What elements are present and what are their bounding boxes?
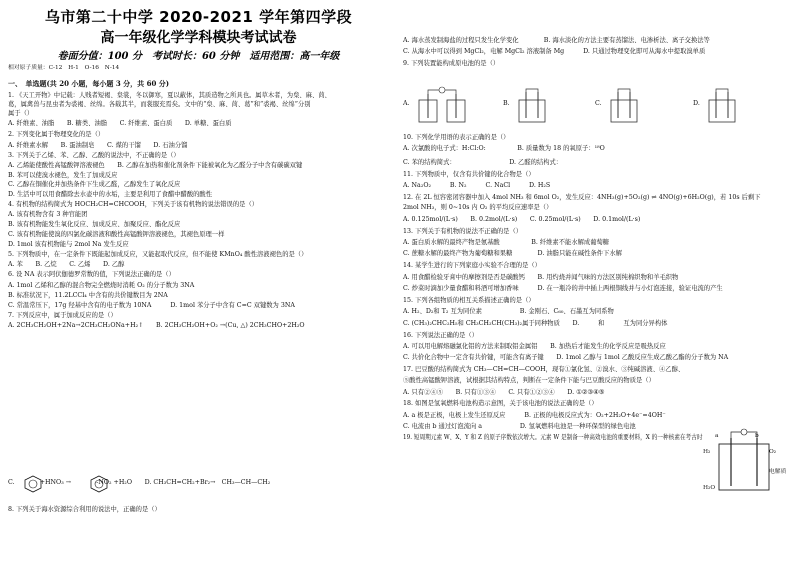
question-line: 14. 某学生进行的下列家庭小实验不合理的是（） <box>403 262 541 269</box>
question-line: C. +HNO₃ → -NO₂ +H₂O D. CH₃CH=CH₂+Br₂→ CH₃—CH—CH₂ <box>8 479 271 486</box>
question-line: 6. 设 NA 表示阿伏伽德罗常数的值，下列说法正确的是（） <box>8 271 175 278</box>
question-line: 7. 下列反应中，属于加成反应的是（） <box>8 312 117 319</box>
question-line: B. 苯可以使溴水褪色，发生了加成反应 <box>8 172 118 179</box>
question-line: C. 从海水中可以得到 MgCl₂，电解 MgCl₂ 溶液制备 Mg D. 只通过物理变化即可从海水中提取溴单质 <box>403 48 706 55</box>
cell-diagram-a <box>413 86 473 126</box>
cell-diagram-c <box>605 86 645 126</box>
question-line: 3. 下列关于乙烯、苯、乙醇、乙酸的说法中，不正确的是（） <box>8 152 180 159</box>
right-column: A. 海水蒸发制海盐的过程只发生化学变化 B. 海水淡化的方法主要有蒸馏法、电渗析法、离子交换法等 C. 从海水中可以得到 MgCl₂，电解 MgCl₂ 溶液制备 Mg D. 只通过物理变化即可从海水中提取溴单质 9. 下列装置能构成原电池的是（） 10. 下列化学用语的表示正确的是（） A. 次氯酸的电子式：H:Cl:O: B. 质量数为 18 的氧原子：¹⁸O C. 苯的结构简式： D. 乙醛的结构式： 11. 下列物质中，仅含有共价键的化合物是（） A. Na₂O₂ B. N₂ C. NaCl D. H₂S 12. 在 2L 恒容密闭容器中加入 4mol NH₃ 和 6mol O₂，发生反应：4NH₃(g)+5O₂(g) ⇌ 4NO(g)+6H₂O(g)，若 10s 后剩下 2mol NH₃，则 0~10s 内 O₂ 的平均反应速率是（） A. 0.125mol/(L·s) B. 0.2mol/(L·s) C. 0.25mol/(L·s) D. 0.1mol/(L·s) 13. 下列关于有机物的说法不正确的是（） A. 蛋白质水解的最终产物是氨基酸 B. 纤维素不能水解成葡萄糖 C. 蔗糖水解的最终产物为葡萄糖和果糖 D. 油脂只能在碱性条件下水解 14. 某学生进行的下列家庭小实验不合理的是（） A. 用食醋检验牙膏中的摩擦剂是否是碳酸钙 B. 用灼烧并闻气味的方法区别纯棉织物和羊毛织物 C. 炒菜时滴加少量食醋和料酒可增加香味 D. 在一瓶冷的井中插上两根铜线并与小灯泡连接，验证电流的产生 15. 下列各组物质的相互关系描述正确的是（） A. H₂、D₂和 T₂ 互为同位素 B. 金刚石、C₆₀、石墨互为同系物 C. (CH₃)₂CHC₂H₅和 CH₃CH₂CH(CH₃)₂属于同种物质 D. 和 互为同分异构体 16. 下列说法正确的是（） A. 可以用电解熔融氯化铝的方法来制取铝金属铝 B. 加热后才能发生的化学反应是吸热反应 C. 共价化合物中一定含有共价键，可能含有离子键 D. 1mol 乙醇与 1mol 乙酸反应生成乙酸乙酯的分子数为 NA 17. 巴豆酸的结构简式为 CH₃—CH=CH—COOH，现有①氯化氢、②溴水、③纯碱溶液、④乙醇、 ⑤酸性高锰酸钾溶液，试根据其结构特点，判断在一定条件下能与巴豆酸反应的物质是（） A. 只有②④⑤ B. 只有①③④ C. 只有①②③④ D. ①②③④⑤ 18. 如图是氢氧燃料电池构造示意图，关于该电池的说法正确的是（） A. a 极是正极，电极上发生还原反应 B. 正极的电极反应式为：O₂+2H₂O+4e⁻=4OH⁻ C. 电流由 b 通过灯泡流向 a D. 氢氧燃料电池是一种环保型的绿色电池 19. 短周期元素 W、X、Y 和 Z 的原子序数依次增大。元素 W 是制备一种高效电池的重要材料，X 的一种核素在考古时 A. B. C. D. a b H₂ O₂ 电解质 H₂O <box>397 0 794 562</box>
atomic-masses: 相对原子质量：C-12 H-1 O-16 N-14 <box>8 65 120 71</box>
question-line: A. 2CH₃CH₂OH+2Na→2CH₃CH₂ONa+H₂↑ B. 2CH₃CH₂OH+O₂ →(Cu, △) 2CH₃CHO+2H₂O <box>8 322 305 329</box>
question-line: A. 0.125mol/(L·s) B. 0.2mol/(L·s) C. 0.25mol/(L·s) D. 0.1mol/(L·s) <box>403 216 641 223</box>
question-line: 17. 巴豆酸的结构简式为 CH₃—CH=CH—COOH，现有①氯化氢、②溴水、③纯碱溶液、④乙醇、 <box>403 366 685 373</box>
question-line: 12. 在 2L 恒容密闭容器中加入 4mol NH₃ 和 6mol O₂，发生反应：4NH₃(g)+5O₂(g) ⇌ 4NO(g)+6H₂O(g)，若 10s 后剩下 <box>403 194 761 201</box>
question-line: 9. 下列装置能构成原电池的是（） <box>403 60 500 67</box>
question-line: 11. 下列物质中，仅含有共价键的化合物是（） <box>403 171 535 178</box>
cell-diagram-d <box>703 86 743 126</box>
question-line: A. a 极是正极，电极上发生还原反应 B. 正极的电极反应式为：O₂+2H₂O+4e⁻=4OH⁻ <box>403 412 666 419</box>
cell-diagram-b <box>513 86 553 126</box>
question-line: C. 共价化合物中一定含有共价键，可能含有离子键 D. 1mol 乙醇与 1mol 乙酸反应生成乙酸乙酯的分子数为 NA <box>403 354 729 361</box>
question-line: A. H₂、D₂和 T₂ 互为同位素 B. 金刚石、C₆₀、石墨互为同系物 <box>403 308 614 315</box>
question-line: A. 海水蒸发制海盐的过程只发生化学变化 B. 海水淡化的方法主要有蒸馏法、电渗析法、离子交换法等 <box>403 37 710 44</box>
question-line: C. 苯的结构简式： D. 乙醛的结构式： <box>403 159 563 166</box>
exam-subtitle: 高一年级化学学科模块考试试卷 <box>100 30 297 46</box>
exam-info: 卷面分值：100 分 考试时长：60 分钟 适用范围：高一年级 <box>57 51 340 62</box>
question-line: 18. 如图是氢氧燃料电池构造示意图，关于该电池的说法正确的是（） <box>403 400 598 407</box>
question-line: B. 标准状况下，11.2LCCl₄ 中含有的共价键数目为 2NA <box>8 292 168 299</box>
question-line: C. 蔗糖水解的最终产物为葡萄糖和果糖 D. 油脂只能在碱性条件下水解 <box>403 250 622 257</box>
question-line: A. 苯 B. 乙烷 C. 乙烯 D. 乙醇 <box>8 261 125 268</box>
question-line: A. 纤维素、油脂 B. 糖类、油脂 C. 纤维素、蛋白质 D. 单糖、蛋白质 <box>8 120 232 127</box>
question-line: C. 该有机物能使溴的四氯化碳溶液和酸性高锰酸钾溶液褪色，其褪色原理一样 <box>8 231 225 238</box>
question-line: A. Na₂O₂ B. N₂ C. NaCl D. H₂S <box>403 182 551 189</box>
question-line: C. 常温常压下，17g 羟基中含有的电子数为 10NA D. 1mol 苯分子中含有 C=C 双键数为 3NA <box>8 302 295 309</box>
exam-title: 乌市第二十中学 2020-2021 学年第四学段 <box>44 8 353 26</box>
question-line: A. 纤维素水解 B. 蛋油制皂 C. 煤的干馏 D. 石油分馏 <box>8 142 188 149</box>
question-line: D. 1mol 该有机物能与 2mol Na 发生反应 <box>8 241 129 248</box>
question-line: 2mol NH₃，则 0~10s 内 O₂ 的平均反应速率是（） <box>403 204 553 211</box>
question-line: A. 乙烯能使酸性高锰酸钾溶液褪色 B. 乙醇在加热和催化剂条件下能被氧化为乙醛分子中含有碳碳双键 <box>8 162 303 169</box>
question-line: A. 可以用电解熔融氯化铝的方法来制取铝金属铝 B. 加热后才能发生的化学反应是吸热反应 <box>403 343 666 350</box>
nitrobenzene-icon <box>88 474 110 494</box>
question-line: C. 炒菜时滴加少量食醋和料酒可增加香味 D. 在一瓶冷的井中插上两根铜线并与小灯泡连接，验证电流的产生 <box>403 285 723 292</box>
question-line: A. 次氯酸的电子式：H:Cl:O: B. 质量数为 18 的氧原子：¹⁸O <box>403 145 605 152</box>
question-line: 15. 下列各组物质的相互关系描述正确的是（） <box>403 297 535 304</box>
question-line: A. 该有机物含有 3 种官能团 <box>8 211 88 218</box>
question-line: 8. 下列关于海水资源综合利用的说法中，正确的是（） <box>8 506 161 513</box>
question-line: A. 蛋白质水解的最终产物是氨基酸 B. 纤维素不能水解成葡萄糖 <box>403 239 610 246</box>
question-line: 属于（） <box>8 110 34 117</box>
question-line: 葛，属禽兽与昆虫者为裘褐、丝绵。各载其半，而裳服充焉矣。文中的“枲、麻、苘、葛”和“裘褐、丝绵”分别 <box>8 101 311 108</box>
galvanic-cell-options: A. B. C. D. <box>403 86 788 128</box>
question-line: 2. 下列变化属于物理变化的是（） <box>8 131 105 138</box>
question-line: 16. 下列说法正确的是（） <box>403 332 478 339</box>
question-line: 10. 下列化学用语的表示正确的是（） <box>403 134 510 141</box>
question-line: 1. 《天工开物》中记载：人贱者短褐、枲裳，冬以御寒，夏以蔽体，其质造物之所具也。属草木者，为枲、麻、苘、 <box>8 92 331 99</box>
question-line: 13. 下列关于有机物的说法不正确的是（） <box>403 228 523 235</box>
question-line: C. (CH₃)₂CHC₂H₅和 CH₃CH₂CH(CH₃)₂属于同种物质 D. 和 互为同分异构体 <box>403 320 668 327</box>
question-line: A. 1mol 乙烯和乙醇的混合物完全燃烧时消耗 O₂ 的分子数为 3NA <box>8 282 195 289</box>
benzene-icon <box>22 474 44 494</box>
fuel-cell-diagram <box>709 428 787 498</box>
question-line: 5. 下列物质中，在一定条件下既能起加成反应，又能起取代反应，但不能使 KMnO₄ 酸性溶液褪色的是（） <box>8 251 308 258</box>
question-line: C. 电流由 b 通过灯泡流向 a D. 氢氧燃料电池是一种环保型的绿色电池 <box>403 423 636 430</box>
section-heading: 一、 单选题(共 20 小题，每小题 3 分，共 60 分) <box>8 79 170 88</box>
question-line: ⑤酸性高锰酸钾溶液，试根据其结构特点，判断在一定条件下能与巴豆酸反应的物质是（） <box>403 377 655 384</box>
question-line: B. 该有机物能发生氧化反应、加成反应、加聚反应、酯化反应 <box>8 221 181 228</box>
question-line: D. 生活中可以用食醋除去水壶中的水垢，主要是利用了食醋中醋酸的酸性 <box>8 191 213 198</box>
question-line: A. 用食醋检验牙膏中的摩擦剂是否是碳酸钙 B. 用灼烧并闻气味的方法区别纯棉织物和羊毛织物 <box>403 274 679 281</box>
question-line: 4. 有机物的结构简式为 HOCH₂CH=CHCOOH，下列关于该有机物的说法错误的是（） <box>8 201 259 208</box>
question-line: A. 只有②④⑤ B. 只有①③④ C. 只有①②③④ D. ①②③④⑤ <box>403 389 605 396</box>
question-line: 19. 短周期元素 W、X、Y 和 Z 的原子序数依次增大。元素 W 是制备一种高效电池的重要材料，X 的一种核素在考古时 <box>403 434 703 441</box>
question-line: C. 乙醇在铜催化并加热条件下生成乙醛，乙醇发生了氧化反应 <box>8 181 181 188</box>
